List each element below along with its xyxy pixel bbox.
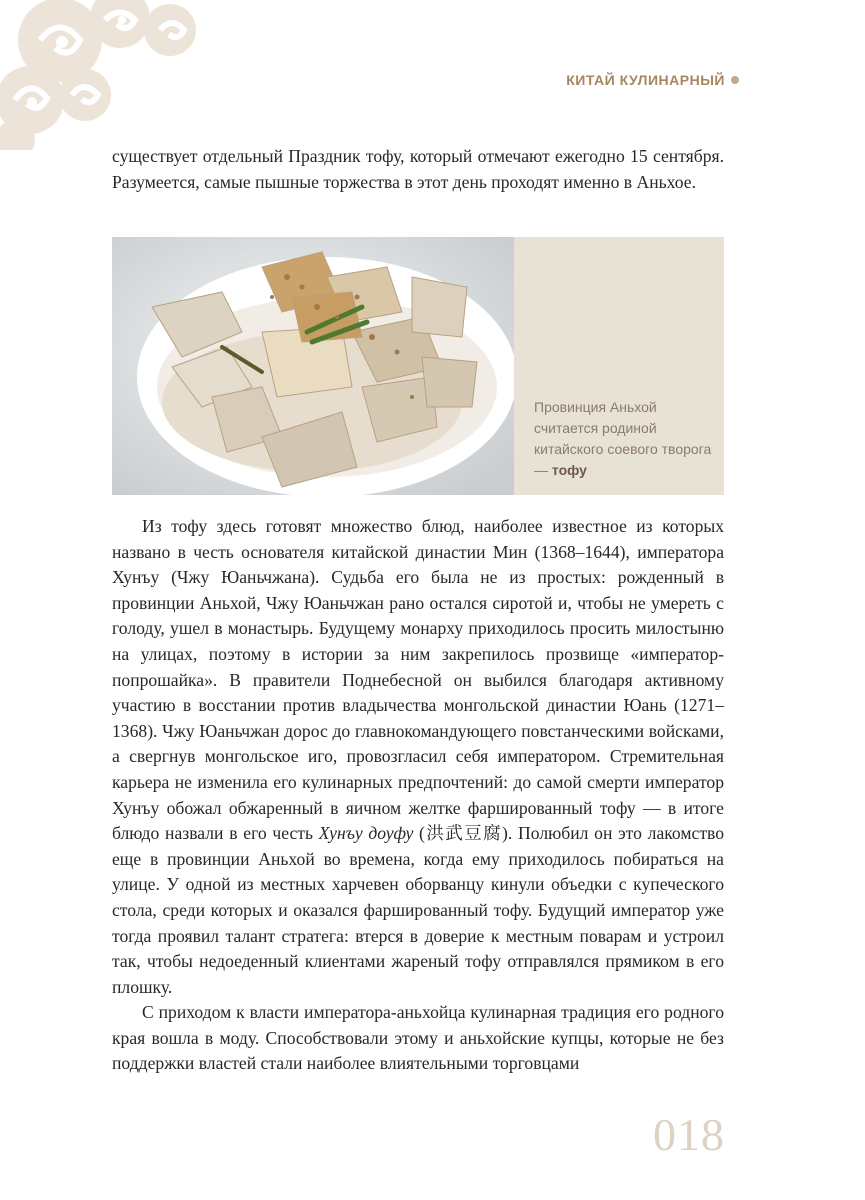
corner-ornament: [0, 0, 210, 150]
photo-caption: [534, 397, 712, 481]
running-title: КИТАЙ КУЛИНАРНЫЙ: [566, 72, 725, 88]
caption-highlight: тофу: [551, 462, 587, 478]
caption-text: Провинция Аньхой считается родиной китайского соевого творога —: [534, 399, 712, 478]
caption-box: [514, 237, 724, 495]
intro-text: существует отдельный Праздник тофу, который отмечают ежегодно 15 сентября. Разумеется, самые пышные торжества в этот день проходят именно в Аньхое.: [112, 146, 724, 192]
tofu-photo: [112, 237, 514, 495]
body-text: [112, 514, 724, 1077]
dish-name: Хунъу доуфу: [318, 823, 414, 844]
tofu-figure: [112, 237, 724, 495]
paragraph-2-part1: Из тофу здесь готовят множество блюд, наиболее известное из которых названо в честь основателя китайской династии Мин (1368–1644), императора Хунъу (Чжу Юаньчжана). Судьба его была не из простых: рожденный в провинции Аньхой, Чжу Юаньчжан рано остался сиротой и, чтобы не умереть с голоду, ушел в монастырь. Будущему монарху приходилось просить милостыню на улицах, поэтому в истории за ним закрепилось прозвище «император-попрошайка». В правители Поднебесной он выбился благодаря активному участию в восстании против владычества монгольской династии Юань (1271–1368). Чжу Юаньчжан дорос до главнокомандующего повстанческими войсками, а свергнув монгольское иго, провозгласил себя императором. Стремительная карьера не изменила его кулинарных предпочтений: до самой смерти император Хунъу обожал обжаренный в яичном желтке фаршированный тофу — в итоге блюдо назвали в его честь: [112, 516, 724, 844]
paragraph-3: С приходом к власти императора-аньхойца кулинарная традиция его родного края вошла в моду. Способствовали этому и аньхойские купцы, которые не без поддержки властей стали наиболее влиятельными торговцами: [112, 1002, 724, 1074]
paragraph-2-part2: (洪武豆腐). Полюбил он это лакомство еще в провинции Аньхой во времена, когда ему приходилось побираться на улице. У одной из местных харчевен оборванцу кинули объедки с купеческого стола, среди которых и оказался фаршированный тофу. Будущий император уже тогда проявил талант стратега: втерся в доверие к местным поварам и устроил так, чтобы недоеденный клиентами жареный тофу отправлялся прямиком в его плошку.: [112, 823, 724, 997]
intro-paragraph: [112, 144, 724, 195]
paragraph-2: [112, 514, 724, 1000]
page-number: 018: [653, 1109, 725, 1160]
header-dot-icon: [731, 76, 739, 84]
